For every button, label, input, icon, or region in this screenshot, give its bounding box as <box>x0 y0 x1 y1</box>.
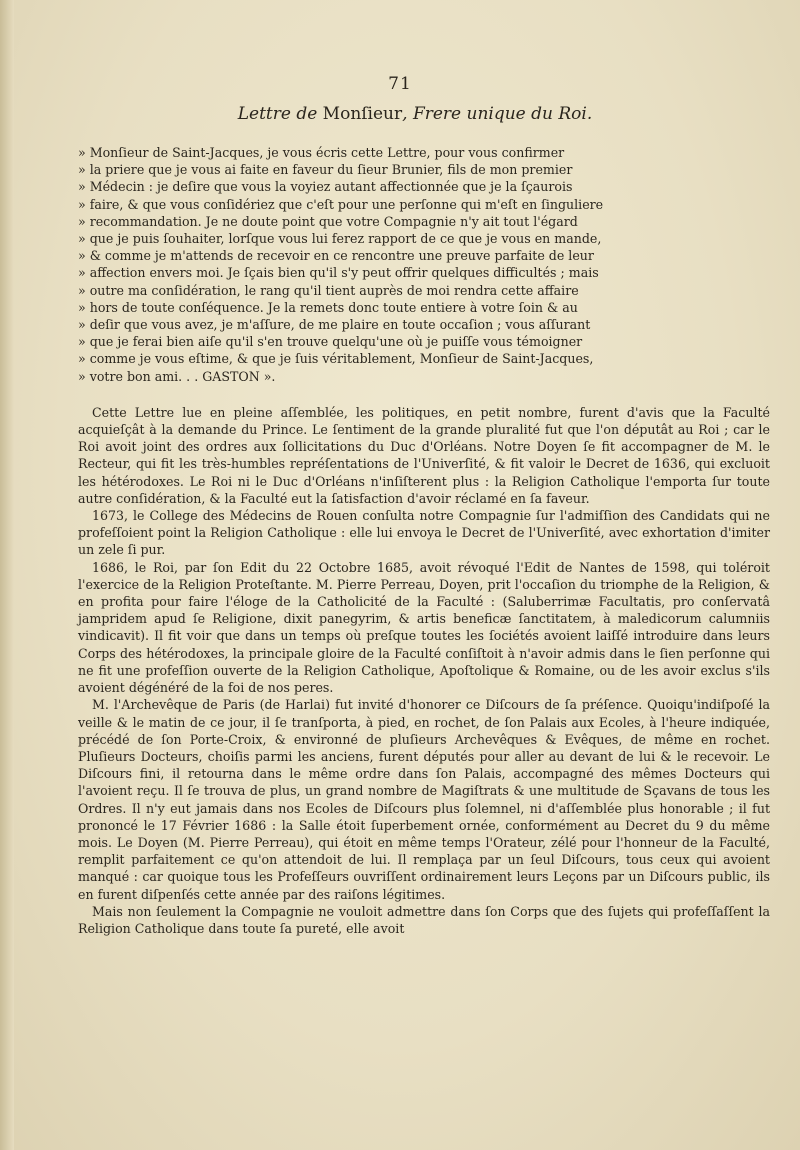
letter-line: » faire, & que vous conſidériez que c'eſt pour une perſonne qui m'eſt en ſinguliere <box>78 196 604 212</box>
paragraph: 1673, le College des Médecins de Rouen conſulta notre Compagnie ſur l'admiſſion des Candidats qui ne profeſſoient point la Religion Catholique : elle lui envoya le Decret de l'Univerſité, avec exhortation d'imiter un zele ſi pur. <box>78 508 770 558</box>
letter-heading <box>60 104 770 124</box>
paragraph: Mais non ſeulement la Compagnie ne vouloit admettre dans ſon Corps que des ſujets qui profeſſaſſent la Religion Catholique dans toute ſa pureté, elle avoit <box>78 903 770 936</box>
letter-line: » comme je vous eſtime, & que je ſuis véritablement, Monſieur de Saint-Jacques, <box>78 351 594 367</box>
page-number: 71 <box>388 74 412 94</box>
letter-line: » hors de toute conſéquence. Je la remets donc toute entiere à votre ſoin & au <box>78 299 578 315</box>
letter-line: » que je puis ſouhaiter, lorſque vous lui ferez rapport de ce que je vous en mande, <box>78 231 602 247</box>
letter-line: » outre ma conſidération, le rang qu'il tient auprès de moi rendra cette affaire <box>78 282 579 298</box>
paragraph: Cette Lettre lue en pleine aſſemblée, les politiques, en petit nombre, furent d'avis que la Faculté acquieſçât à la demande du Prince. Le ſentiment de la grande pluralité fut que l'on députât au Roi ; car le Roi avoit joint des ordres aux ſollicitations du Duc d'Orléans. Notre Doyen ſe fit accompagner de M. le Recteur, qui fit les très-humbles repréſentations de l'Univerſité, & fit valoir le Decret de 1636, qui excluoit les hétérodoxes. Le Roi ni le Duc d'Orléans n'inſiſterent plus : la Religion Catholique l'emporta ſur toute autre conſidération, & la Faculté eut la ſatisfaction d'avoir réclamé en ſa faveur. <box>78 404 770 506</box>
letter-signature-line: » votre bon ami. . . GASTON ». <box>78 368 276 384</box>
letter-line: » Monſieur de Saint-Jacques, je vous écris cette Lettre, pour vous confirmer <box>78 145 565 160</box>
page-binding-edge <box>0 0 14 1150</box>
letter-line: » recommandation. Je ne doute point que votre Compagnie n'y ait tout l'égard <box>78 213 578 229</box>
page-text <box>78 144 770 937</box>
body-text <box>78 404 770 937</box>
letter-line: » la priere que je vous ai faite en faveur du ſieur Brunier, fils de mon premier <box>78 162 573 178</box>
letter-line: » & comme je m'attends de recevoir en ce rencontre une preuve parfaite de leur <box>78 248 594 264</box>
paragraph: M. l'Archevêque de Paris (de Harlai) fut invité d'honorer ce Diſcours de ſa préſence. Quoiqu'indiſpoſé la veille & le matin de ce jour, il ſe tranſporta, à pied, en rochet, de ſon Palais aux Ecoles, à l'heure indiquée, précédé de ſon Porte-Croix, & environné de pluſieurs Archevêques & Evêques, de même en rochet. Pluſieurs Docteurs, choiſis parmi les anciens, furent députés pour aller au devant de lui & le recevoir. Le Diſcours fini, il retourna dans le même ordre dans ſon Palais, accompagné des mêmes Docteurs qui l'avoient reçu. Il ſe trouva de plus, un grand nombre de Magiſtrats & une multitude de Sçavans de tous les Ordres. Il n'y eut jamais dans nos Ecoles de Diſcours plus ſolemnel, ni d'aſſemblée plus honorable ; il fut prononcé le 17 Février 1686 : la Salle étoit ſuperbement ornée, conformément au Decret du 9 du même mois. Le Doyen (M. Pierre Perreau), qui étoit en même temps l'Orateur, zélé pour l'honneur de la Faculté, remplit parfaitement ce qu'on attendoit de lui. Il remplaça par un ſeul Diſcours, tous ceux qui avoient manqué : car quoique tous les Profeſſeurs ouvriſſent ordinairement leurs Leçons par un Diſcours public, ils en furent diſpenſés cette année par des raiſons légitimes. <box>78 697 770 902</box>
quoted-letter <box>78 144 770 385</box>
paragraph: 1686, le Roi, par ſon Edit du 22 Octobre 1685, avoit révoqué l'Edit de Nantes de 1598, qui toléroit l'exercice de la Religion Proteſtante. M. Pierre Perreau, Doyen, prit l'occaſion du triomphe de la Religion, & en profita pour faire l'éloge de la Catholicité de la Faculté : (Saluberrimæ Facultatis, pro conſervatâ jampridem apud ſe Religione, dixit panegyrim, & artis beneficæ ſanctitatem, à maledicorum calumniis vindicavit). Il fit voir que dans un temps où preſque toutes les ſociétés avoient laiſſé introduire dans leurs Corps des hétérodoxes, la principale gloire de la Faculté conſiſtoit à n'avoir admis dans le ſien perſonne qui ne fit une profeſſion ouverte de la Religion Catholique, Apoſtolique & Romaine, ou de les avoir exclus s'ils avoient dégénéré de la foi de nos peres. <box>78 559 770 696</box>
letter-line: » que je ferai bien aiſe qu'il s'en trouve quelqu'une où je puiſſe vous témoigner <box>78 334 583 350</box>
letter-line: » Médecin : je deſire que vous la voyiez autant affectionnée que je la ſçaurois <box>78 179 573 195</box>
heading-post: , Frere unique du Roi. <box>402 104 593 124</box>
letter-line: » deſir que vous avez, je m'aſſure, de me plaire en toute occaſion ; vous aſſurant <box>78 317 591 333</box>
heading-name: Monſieur <box>322 104 403 124</box>
letter-line: » affection envers moi. Je ſçais bien qu'il s'y peut offrir quelques difficultés ; mais <box>78 265 599 281</box>
heading-pre: Lettre de <box>237 104 323 124</box>
